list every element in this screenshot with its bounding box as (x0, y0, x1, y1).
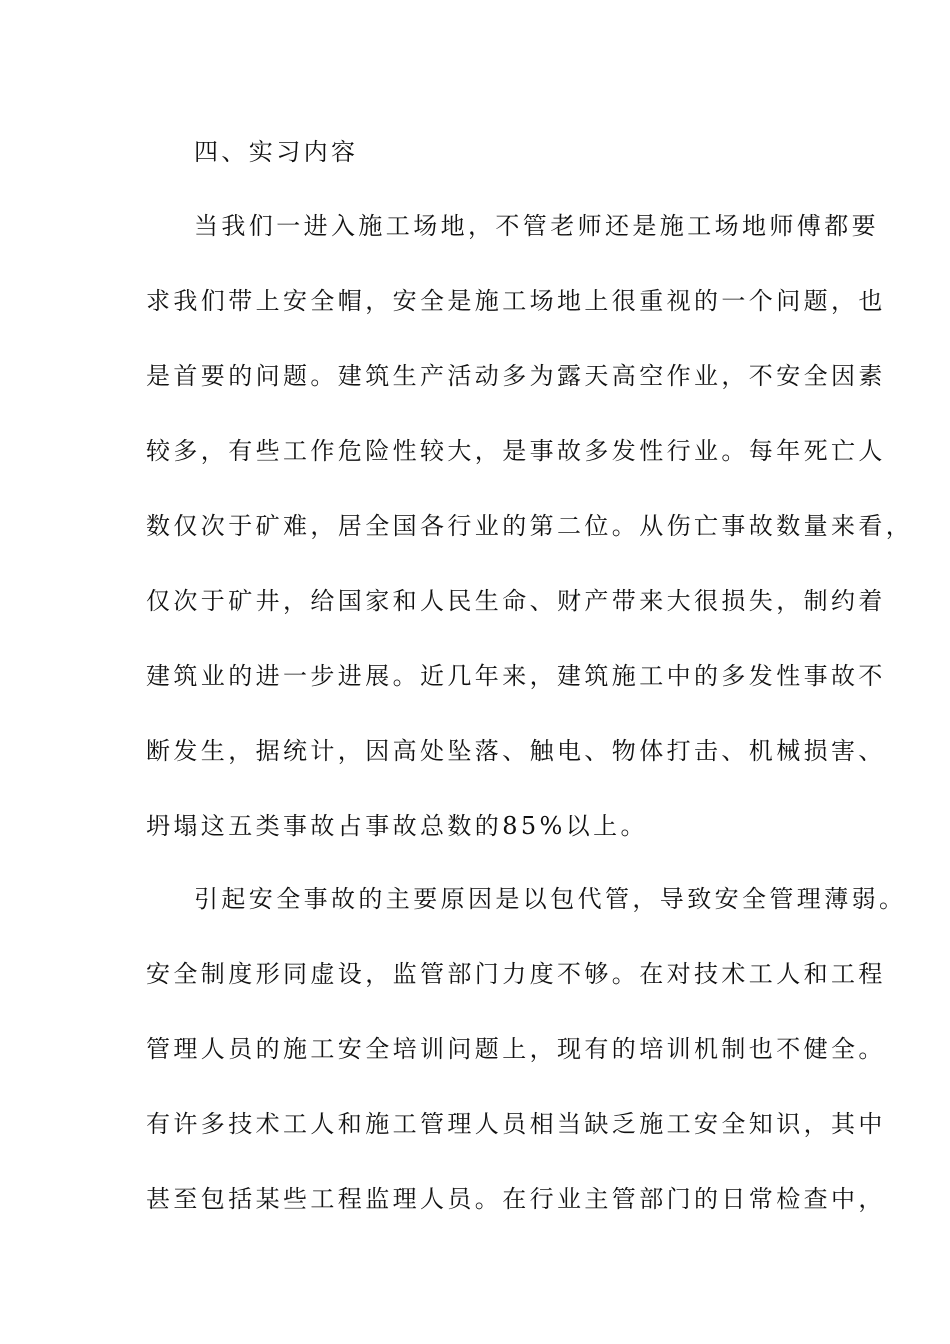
paragraph-line: 甚至包括某些工程监理人员。在行业主管部门的日常检查中， (146, 1185, 886, 1213)
paragraph-line: 当我们一进入施工场地，不管老师还是施工场地师傅都要 (194, 212, 879, 240)
paragraph-line: 安全制度形同虚设，监管部门力度不够。在对技术工人和工程 (146, 960, 886, 988)
paragraph-line: 数仅次于矿难，居全国各行业的第二位。从伤亡事故数量来看， (146, 512, 914, 540)
paragraph-line: 建筑业的进一步进展。近几年来，建筑施工中的多发性事故不 (146, 662, 886, 690)
paragraph-line: 是首要的问题。建筑生产活动多为露天高空作业，不安全因素 (146, 362, 886, 390)
paragraph-line: 坍塌这五类事故占事故总数的85%以上。 (146, 812, 648, 840)
paragraph-line: 引起安全事故的主要原因是以包代管，导致安全管理薄弱。 (194, 885, 907, 913)
paragraph-line: 仅次于矿井，给国家和人民生命、财产带来大很损失，制约着 (146, 587, 886, 615)
paragraph-line: 较多，有些工作危险性较大，是事故多发性行业。每年死亡人 (146, 437, 886, 465)
paragraph-line: 有许多技术工人和施工管理人员相当缺乏施工安全知识，其中 (146, 1110, 886, 1138)
section-heading: 四、实习内容 (194, 138, 359, 166)
paragraph-line: 求我们带上安全帽，安全是施工场地上很重视的一个问题，也 (146, 287, 886, 315)
paragraph-line: 管理人员的施工安全培训问题上，现有的培训机制也不健全。 (146, 1035, 886, 1063)
paragraph-line: 断发生，据统计，因高处坠落、触电、物体打击、机械损害、 (146, 737, 886, 765)
